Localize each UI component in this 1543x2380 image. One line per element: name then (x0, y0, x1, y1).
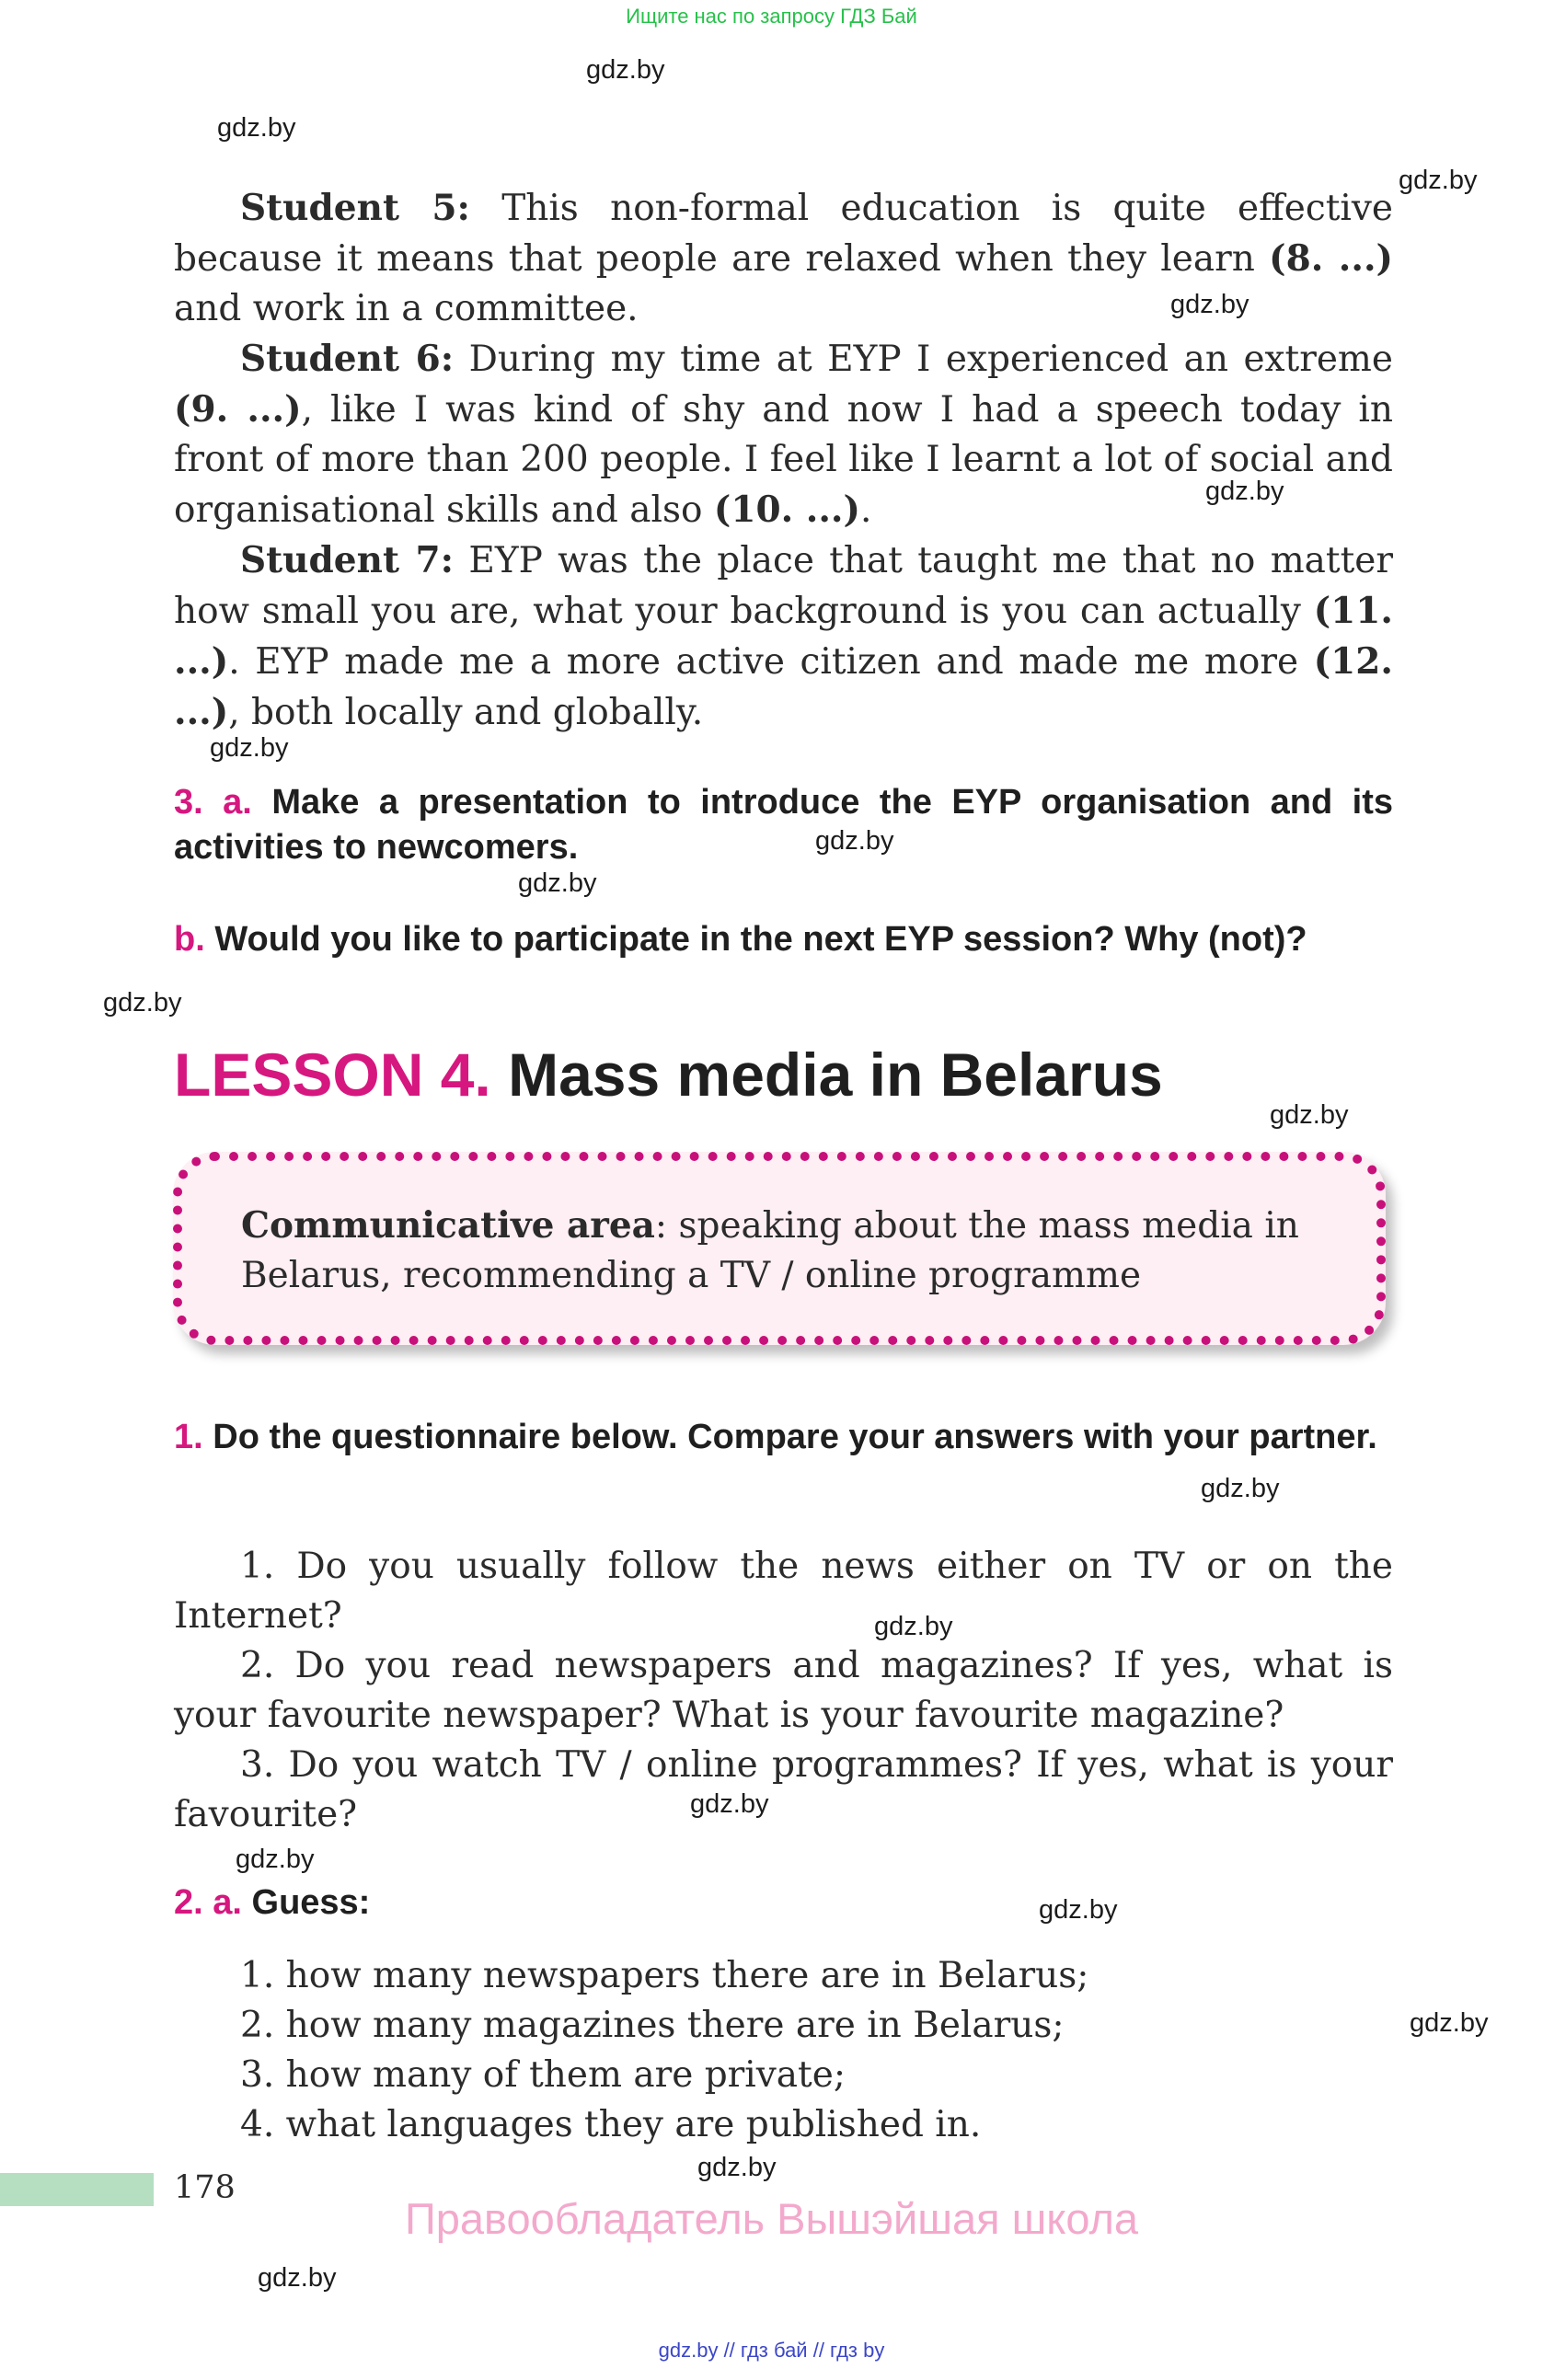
watermark: gdz.by (103, 988, 182, 1018)
list-item: 1. how many newspapers there are in Belarus; (240, 1955, 1089, 1996)
task-number: b. (174, 920, 205, 959)
task-3a (174, 780, 1393, 870)
lesson-number: LESSON 4. (174, 1041, 491, 1109)
gap-marker: (11. ...) (174, 590, 1393, 683)
watermark: gdz.by (1039, 1895, 1118, 1925)
student-label: Student 7: (240, 539, 455, 581)
watermark: gdz.by (258, 2263, 337, 2293)
top-banner: Ищите нас по запросу ГДЗ Бай (626, 5, 917, 28)
statement-text: EYP was the place that taught me that no matter how small you are, what your background is you can actually (174, 540, 1393, 632)
list-item: 3. how many of them are private; (240, 2054, 846, 2096)
watermark: gdz.by (874, 1612, 953, 1641)
student-label: Student 6: (240, 338, 455, 380)
student-statements (174, 183, 1393, 738)
task-text: Make a presentation to introduce the EYP organisation and its activities to newcomers. (174, 783, 1393, 867)
student-6-paragraph (174, 334, 1393, 535)
communicative-area-text (241, 1201, 1336, 1301)
page-number: 178 (174, 2169, 236, 2206)
lesson-title: Mass media in Belarus (508, 1041, 1163, 1109)
gap-marker: (9. ...) (174, 388, 302, 431)
list-item: 4. what languages they are published in. (240, 2104, 982, 2145)
task-text: Guess: (251, 1883, 371, 1922)
watermark: gdz.by (690, 1789, 769, 1819)
task-text: Would you like to participate in the next EYP session? Why (not)? (214, 920, 1307, 959)
question-item: 2. Do you read newspapers and magazines? If yes, what is your favourite newspaper? What is your favourite magazine? (174, 1645, 1393, 1736)
statement-text: . EYP made me a more active citizen and made me more (228, 641, 1314, 683)
task-2a (174, 1880, 1393, 1926)
watermark: gdz.by (236, 1845, 315, 1874)
watermark: gdz.by (1201, 1474, 1280, 1503)
gap-marker: (12. ...) (174, 640, 1393, 733)
statement-text: , both locally and globally. (228, 692, 704, 733)
gap-marker: (8. ...) (1269, 237, 1393, 280)
lesson-heading (174, 1038, 1163, 1111)
questionnaire (174, 1542, 1393, 1840)
watermark: gdz.by (815, 826, 894, 856)
watermark: gdz.by (1205, 477, 1284, 506)
task-number: 3. a. (174, 783, 252, 822)
task-1 (174, 1415, 1393, 1460)
footer-links: gdz.by // гдз бай // гдз by (658, 2339, 885, 2362)
student-7-paragraph (174, 535, 1393, 738)
gap-marker: (10. ...) (713, 489, 860, 531)
guess-list (174, 1951, 1393, 2150)
watermark: gdz.by (586, 55, 665, 85)
list-item: 2. how many magazines there are in Belarus; (240, 2005, 1065, 2046)
communicative-area-label: Communicative area (241, 1204, 655, 1247)
communicative-area-description: : speaking about the mass media in Belarus, recommending a TV / online programme (241, 1205, 1299, 1296)
statement-text: and work in a committee. (174, 288, 639, 329)
task-3b (174, 917, 1393, 962)
statement-text: During my time at EYP I experienced an extreme (454, 339, 1393, 380)
watermark: gdz.by (1399, 166, 1478, 195)
task-text: Do the questionnaire below. Compare your answers with your partner. (213, 1418, 1377, 1456)
watermark: gdz.by (697, 2153, 777, 2182)
student-5-paragraph (174, 183, 1393, 334)
statement-text: , like I was kind of shy and now I had a speech today in front of more than 200 people. I feel like I learnt a lot of social and organisational skills and also (174, 389, 1393, 531)
watermark: gdz.by (1170, 290, 1249, 319)
question-item: 1. Do you usually follow the news either on TV or on the Internet? (174, 1546, 1393, 1637)
task-number: 1. (174, 1418, 203, 1456)
statement-text: . (859, 489, 872, 531)
watermark: gdz.by (1410, 2008, 1489, 2038)
watermark: gdz.by (217, 113, 296, 143)
statement-text: This non-formal education is quite effective because it means that people are relaxed when they learn (174, 188, 1393, 280)
task-number: 2. a. (174, 1883, 242, 1922)
watermark: gdz.by (210, 733, 289, 763)
watermark: gdz.by (1270, 1100, 1349, 1130)
question-item: 3. Do you watch TV / online programmes? If yes, what is your favourite? (174, 1744, 1393, 1835)
watermark: gdz.by (518, 868, 597, 898)
copyright-notice: Правообладатель Вышэйшая школа (404, 2194, 1139, 2243)
student-label: Student 5: (240, 187, 470, 229)
